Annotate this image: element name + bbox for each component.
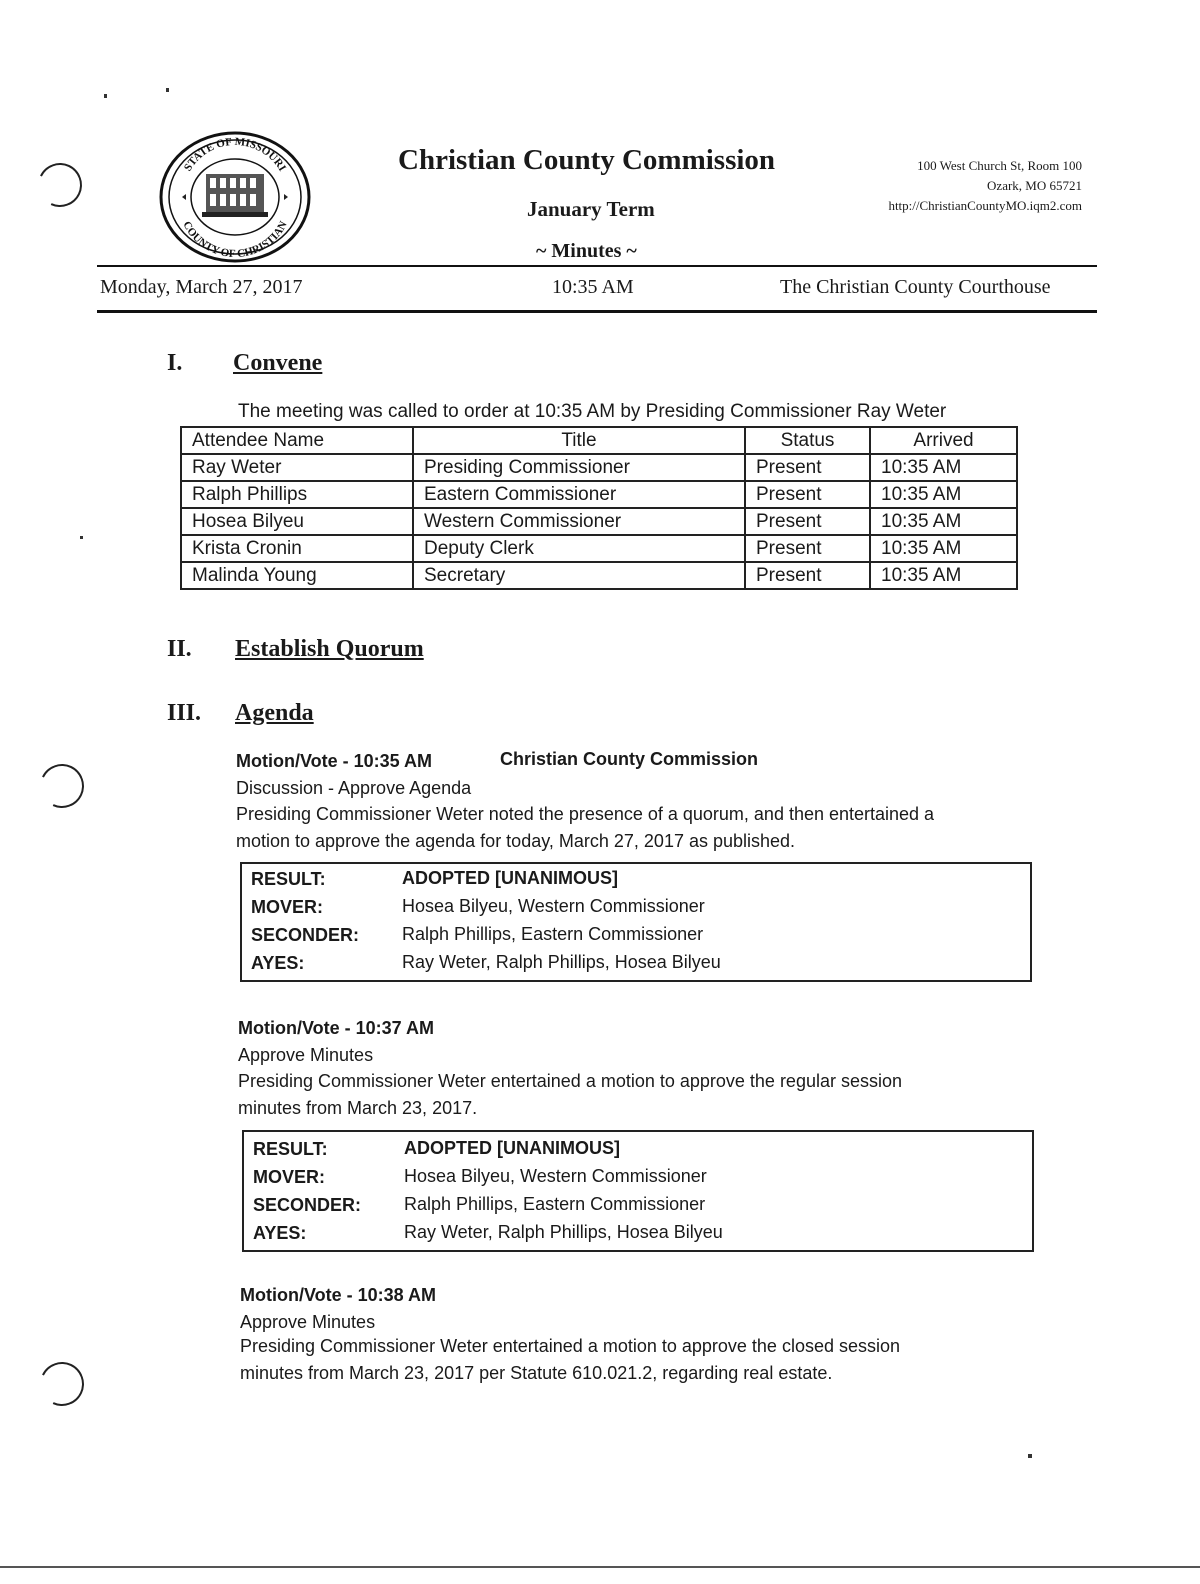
seal-top-text: STATE OF MISSOURI	[181, 135, 289, 174]
convene-text: The meeting was called to order at 10:35 AM by Presiding Commissioner Ray Weter	[238, 401, 947, 422]
address-block	[850, 156, 1082, 216]
scan-speck	[1028, 1454, 1032, 1458]
mover-label: MOVER:	[253, 1167, 325, 1187]
ayes-label: AYES:	[253, 1223, 307, 1243]
address-line-2: Ozark, MO 65721	[987, 178, 1082, 193]
attendee-title: Western Commissioner	[413, 508, 745, 535]
attendee-arrived: 10:35 AM	[870, 535, 1017, 562]
mover-value: Hosea Bilyeu, Western Commissioner	[404, 1166, 707, 1186]
scan-speck	[104, 94, 107, 98]
table-row	[181, 508, 1017, 535]
attendee-status: Present	[745, 454, 870, 481]
ayes-label: AYES:	[251, 953, 305, 973]
motion-1-text-line-2: motion to approve the agenda for today, March 27, 2017 as published.	[236, 831, 796, 851]
punch-hole-bottom	[34, 1356, 90, 1412]
section-title-convene: Convene	[233, 350, 323, 376]
motion-2-subject: Approve Minutes	[238, 1045, 374, 1065]
result-value: ADOPTED [UNANIMOUS]	[404, 1138, 620, 1158]
seconder-value: Ralph Phillips, Eastern Commissioner	[402, 924, 704, 944]
minutes-label: ~ Minutes ~	[536, 240, 637, 262]
result-value: ADOPTED [UNANIMOUS]	[402, 868, 618, 888]
attendee-table-header	[181, 427, 1017, 454]
table-row	[181, 481, 1017, 508]
section-number-agenda: III.	[167, 700, 202, 726]
attendee-title: Deputy Clerk	[413, 535, 745, 562]
attendee-name: Krista Cronin	[181, 535, 413, 562]
column-header-title: Title	[413, 427, 745, 454]
mover-row	[244, 1164, 1032, 1192]
motion-3-heading: Motion/Vote - 10:38 AM	[240, 1285, 437, 1305]
section-title-quorum: Establish Quorum	[235, 636, 424, 662]
seconder-label: SECONDER:	[253, 1195, 362, 1215]
motion-1-heading: Motion/Vote - 10:35 AM	[236, 751, 433, 771]
meeting-date: Monday, March 27, 2017	[100, 276, 303, 298]
punch-hole-top	[32, 157, 88, 213]
result-row	[242, 866, 1030, 894]
motion-2-result-box	[242, 1130, 1034, 1252]
attendee-title: Presiding Commissioner	[413, 454, 745, 481]
page-edge-line	[0, 1566, 1200, 1568]
motion-1-text-line-1: Presiding Commissioner Weter noted the presence of a quorum, and then entertained a	[236, 804, 935, 824]
table-row	[181, 535, 1017, 562]
motion-3-subject: Approve Minutes	[240, 1312, 376, 1332]
attendee-name: Malinda Young	[181, 562, 413, 589]
motion-3-text-line-2: minutes from March 23, 2017 per Statute 610.021.2, regarding real estate.	[240, 1363, 833, 1383]
attendee-status: Present	[745, 508, 870, 535]
organization-title: Christian County Commission	[398, 144, 776, 176]
attendee-status: Present	[745, 535, 870, 562]
motion-2-text-line-2: minutes from March 23, 2017.	[238, 1098, 478, 1118]
ayes-row	[242, 950, 1030, 978]
svg-text:COUNTY OF CHRISTIAN	[180, 219, 289, 260]
seconder-row	[244, 1192, 1032, 1220]
attendee-arrived: 10:35 AM	[870, 454, 1017, 481]
section-title-agenda: Agenda	[235, 700, 314, 726]
mover-label: MOVER:	[251, 897, 323, 917]
header-rule-bottom	[97, 310, 1097, 313]
seconder-value: Ralph Phillips, Eastern Commissioner	[404, 1194, 706, 1214]
attendee-name: Ralph Phillips	[181, 481, 413, 508]
motion-1-result-box	[240, 862, 1032, 982]
attendee-status: Present	[745, 481, 870, 508]
section-number-quorum: II.	[167, 636, 192, 662]
table-row	[181, 562, 1017, 589]
scan-speck	[80, 536, 83, 539]
seconder-row	[242, 922, 1030, 950]
term-label: January Term	[527, 197, 655, 221]
attendee-name: Hosea Bilyeu	[181, 508, 413, 535]
result-row	[244, 1136, 1032, 1164]
address-line-1: 100 West Church St, Room 100	[917, 158, 1082, 173]
website-link[interactable]: http://ChristianCountyMO.iqm2.com	[888, 198, 1082, 213]
mover-value: Hosea Bilyeu, Western Commissioner	[402, 896, 705, 916]
attendee-table	[180, 426, 1018, 590]
ayes-row	[244, 1220, 1032, 1248]
column-header-attendee-name: Attendee Name	[181, 427, 413, 454]
attendee-arrived: 10:35 AM	[870, 508, 1017, 535]
motion-1-subject: Discussion - Approve Agenda	[236, 778, 472, 798]
punch-hole-middle	[34, 758, 90, 814]
seconder-label: SECONDER:	[251, 925, 360, 945]
attendee-title: Eastern Commissioner	[413, 481, 745, 508]
attendee-arrived: 10:35 AM	[870, 481, 1017, 508]
meeting-time: 10:35 AM	[552, 276, 634, 298]
attendee-status: Present	[745, 562, 870, 589]
column-header-arrived: Arrived	[870, 427, 1017, 454]
motion-3-text-line-1: Presiding Commissioner Weter entertained a motion to approve the closed session	[240, 1336, 901, 1356]
seal-bottom-text: COUNTY OF CHRISTIAN	[180, 219, 290, 261]
column-header-status: Status	[745, 427, 870, 454]
section-number-convene: I.	[167, 350, 183, 376]
ayes-value: Ray Weter, Ralph Phillips, Hosea Bilyeu	[402, 952, 721, 972]
attendee-title: Secretary	[413, 562, 745, 589]
attendee-arrived: 10:35 AM	[870, 562, 1017, 589]
table-row	[181, 454, 1017, 481]
motion-2-heading: Motion/Vote - 10:37 AM	[238, 1018, 435, 1038]
result-label: RESULT:	[253, 1139, 328, 1159]
meeting-location: The Christian County Courthouse	[780, 276, 1051, 298]
motion-2-text-line-1: Presiding Commissioner Weter entertained a motion to approve the regular session	[238, 1071, 903, 1091]
scan-speck	[166, 88, 169, 92]
mover-row	[242, 894, 1030, 922]
header-rule-top	[97, 265, 1097, 267]
motion-1-body: Christian County Commission	[500, 749, 759, 769]
county-seal-icon	[158, 130, 312, 264]
ayes-value: Ray Weter, Ralph Phillips, Hosea Bilyeu	[404, 1222, 723, 1242]
result-label: RESULT:	[251, 869, 326, 889]
attendee-name: Ray Weter	[181, 454, 413, 481]
